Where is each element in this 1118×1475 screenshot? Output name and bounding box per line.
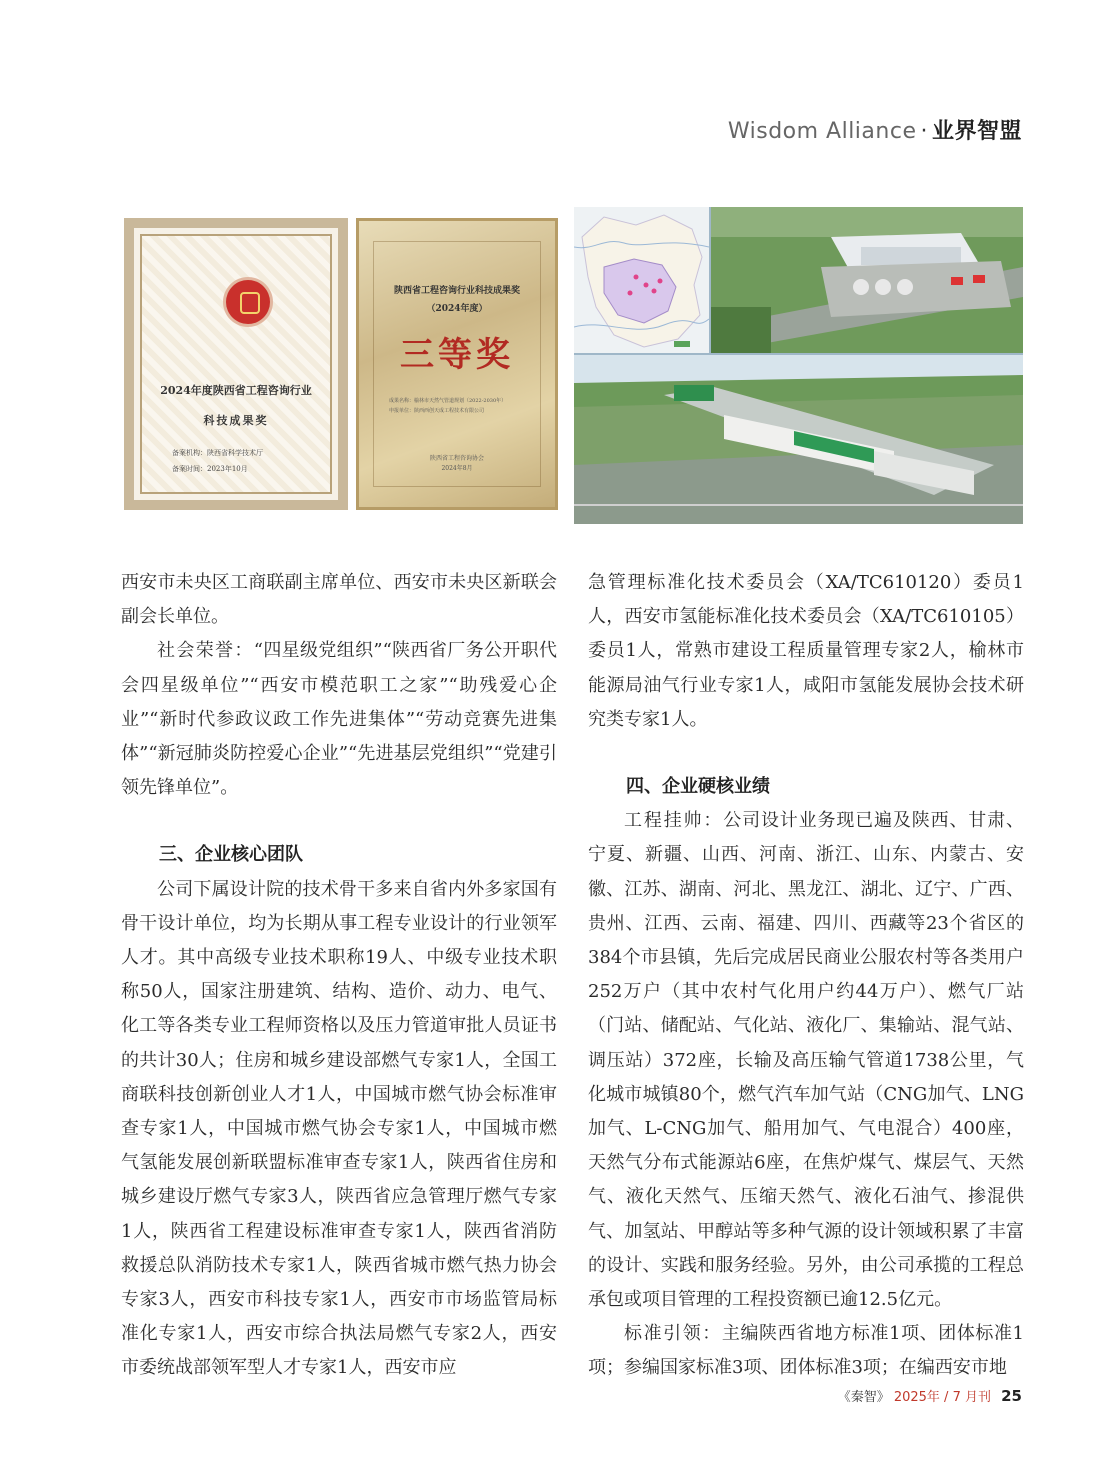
paragraph xyxy=(121,634,557,805)
paragraph xyxy=(588,566,1024,737)
plaque-org-date: 2024年8月 xyxy=(441,465,473,472)
paragraph-label: 工程挂帅： xyxy=(624,810,724,832)
header-dot: · xyxy=(920,119,928,144)
paragraph-label: 社会荣誉： xyxy=(157,640,254,662)
cert1-issuer: 备案机构：陕西省科学技术厅 xyxy=(172,449,263,457)
paragraph xyxy=(588,804,1024,1317)
plaque-line-b: 申报单位：陕西西创天成工程技术有限公司 xyxy=(389,408,485,414)
section-gap xyxy=(588,737,1024,770)
plaque-title-line1: 陕西省工程咨询行业科技成果奖 xyxy=(393,286,520,296)
section-heading: 四、企业硬核业绩 xyxy=(626,776,770,798)
certificate-border xyxy=(140,234,332,494)
right-text-column xyxy=(588,566,1024,1386)
cert1-title-line2: 科技成果奖 xyxy=(203,414,269,427)
footer-issue-date: 2025年 / 7 月刊 xyxy=(893,1390,991,1405)
header-chinese: 业界智盟 xyxy=(931,119,1022,144)
left-text-column xyxy=(121,566,557,1386)
footer-magazine: 《秦智》 xyxy=(837,1390,890,1405)
plaque-line-a: 成果名称：榆林市天然气管道规划（2022-2030年） xyxy=(389,398,507,404)
plaque-award: 三等奖 xyxy=(400,335,514,375)
running-header xyxy=(728,114,1022,145)
paragraph-text: 急管理标准化技术委员会（XA/TC610120）委员1人，西安市氢能标准化技术委员会（XA/TC610105）委员1人，常熟市建设工程质量管理专家2人，榆林市能源局油气行业专家1人，咸阳市氢能发展协会技术研究类专家1人。 xyxy=(588,572,1024,730)
page-number: 25 xyxy=(1001,1387,1022,1405)
certificate-photo-1 xyxy=(124,218,348,510)
project-photo-collage xyxy=(574,207,1023,524)
award-plaque-photo xyxy=(356,218,558,510)
plaque-org: 陕西省工程咨询协会 xyxy=(429,455,484,462)
paragraph-text: 公司设计业务现已遍及陕西、甘肃、宁夏、新疆、山西、河南、浙江、山东、内蒙古、安徽、江苏、湖南、河北、黑龙江、湖北、辽宁、广西、贵州、江西、云南、福建、四川、西藏等23个省区的384个市县镇，先后完成居民商业公服农村等各类用户252万户（其中农村气化用户约44万户）、燃气厂站（门站、储配站、气化站、液化厂、集输站、混气站、调压站）372座，长输及高压输气管道1738公里，气化城市城镇80个，燃气汽车加气站（CNG加气、LNG加气、L-CNG加气、船用加气、气电混合）400座，天然气分布式能源站6座，在焦炉煤气、煤层气、天然气、液化天然气、压缩天然气、液化石油气、掺混供气、加氢站、甲醇站等多种气源的设计领域积累了丰富的设计、实践和服务经验。另外，由公司承揽的工程总承包或项目管理的工程投资额已逾12.5亿元。 xyxy=(588,810,1024,1311)
page-footer xyxy=(838,1386,1022,1405)
section-gap xyxy=(121,805,557,838)
plaque-title-line2: （2024年度） xyxy=(426,304,488,314)
paragraph-text: 公司下属设计院的技术骨干多来自省内外多家国有骨干设计单位，均为长期从事工程专业设计的行业领军人才。其中高级专业技术职称19人、中级专业技术职称50人，国家注册建筑、结构、造价、动力、电气、化工等各类专业工程师资格以及压力管道审批人员证书的共计30人；住房和城乡建设部燃气专家1人，全国工商联科技创新创业人才1人，中国城市燃气协会标准审查专家1人，中国城市燃气协会专家1人，中国城市燃气氢能发展创新联盟标准审查专家1人，陕西省住房和城乡建设厅燃气专家3人，陕西省应急管理厅燃气专家1人，陕西省工程建设标准审查专家1人，陕西省消防救援总队消防技术专家1人，陕西省城市燃气热力协会专家3人，西安市科技专家1人，西安市市场监管局标准化专家1人，西安市综合执法局燃气专家2人，西安市委统战部领军型人才专家1人，西安市应 xyxy=(121,878,557,1379)
paragraph-text: 主编陕西省地方标准1项、团体标准1项；参编国家标准3项、团体标准3项；在编西安市地 xyxy=(588,1323,1025,1379)
paragraph-label: 标准引领： xyxy=(624,1323,722,1345)
aerial-photo-station-render xyxy=(574,355,1023,524)
cert1-title-line1: 2024年度陕西省工程咨询行业 xyxy=(160,384,312,397)
paragraph-text: 西安市未央区工商联副主席单位、西安市未央区新联会副会长单位。 xyxy=(121,572,557,628)
map-image xyxy=(574,207,709,353)
emblem-seal-icon xyxy=(226,280,270,324)
paragraph xyxy=(121,873,557,1386)
paragraph xyxy=(121,566,557,634)
paragraph xyxy=(588,1317,1024,1385)
section-heading: 三、企业核心团队 xyxy=(159,844,303,866)
aerial-photo-station-top xyxy=(711,207,1023,353)
cert1-date: 备案时间：2023年10月 xyxy=(172,465,248,473)
header-english: Wisdom Alliance xyxy=(727,119,917,144)
paragraph-text: “四星级党组织”“陕西省厂务公开职代会四星级单位”“西安市模范职工之家”“助残爱心企业”“新时代参政议政工作先进集体”“劳动竞赛先进集体”“新冠肺炎防控爱心企业”“先进基层党组织”“党建引领先锋单位”。 xyxy=(121,640,558,799)
